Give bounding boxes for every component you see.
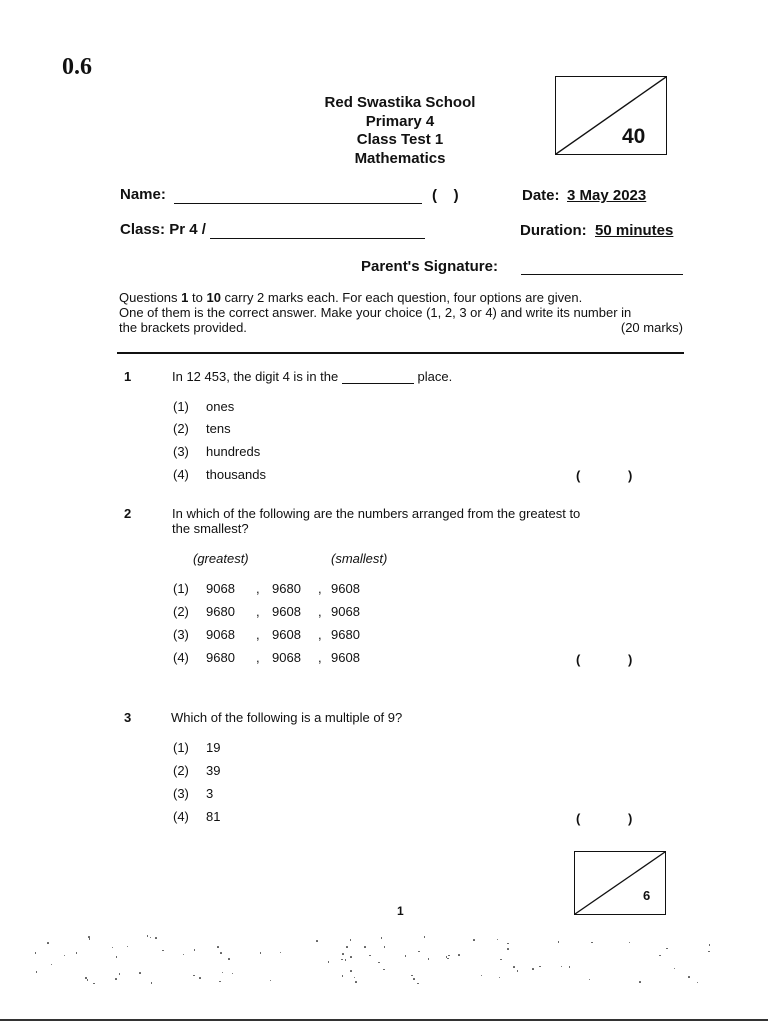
speckle	[424, 936, 426, 938]
speckle	[355, 981, 357, 983]
class-label: Class: Pr 4 /	[120, 221, 206, 238]
question-3-number: 3	[124, 710, 132, 725]
speckle	[688, 976, 690, 978]
speckle	[418, 951, 420, 953]
speckle	[384, 946, 386, 948]
speckle	[36, 971, 38, 973]
speckle	[346, 946, 348, 948]
speckle	[183, 954, 185, 956]
signature-label: Parent's Signature:	[361, 258, 498, 275]
index-bracket[interactable]: ( )	[432, 187, 459, 204]
speckle	[378, 962, 380, 964]
question-2-text: In which of the following are the numbers arranged from the greatest to the smallest?	[172, 506, 581, 536]
instructions-line-3: the brackets provided. (20 marks)	[119, 320, 683, 335]
q3-option-3: 3	[206, 786, 214, 801]
q2-option-4-b: 9068	[272, 650, 301, 665]
column-smallest: (smallest)	[331, 551, 388, 566]
q3-option-1: 19	[206, 740, 221, 755]
q2-option-1-num: (1)	[173, 581, 189, 596]
speckle	[558, 941, 560, 943]
speckle	[87, 979, 89, 981]
speckle	[260, 952, 262, 954]
speckle	[88, 936, 90, 938]
q2-option-3-b: 9608	[272, 627, 301, 642]
speckle	[674, 968, 676, 970]
school-name: Red Swastika School	[324, 94, 476, 111]
speckle	[411, 975, 413, 977]
speckle	[639, 981, 641, 983]
q1-option-2: tens	[206, 421, 231, 436]
speckle	[232, 973, 234, 975]
speckle	[517, 970, 519, 972]
speckle	[217, 946, 219, 948]
date-label: Date:	[522, 187, 560, 204]
q2-option-4-c: 9608	[331, 650, 360, 665]
speckle	[497, 939, 499, 941]
speckle	[150, 937, 152, 939]
q1-option-4-num: (4)	[173, 467, 189, 482]
speckle	[481, 975, 483, 977]
level: Primary 4	[365, 112, 435, 130]
q2-option-1-b: 9680	[272, 581, 301, 596]
q3-option-2-num: (2)	[173, 763, 189, 778]
speckle	[381, 937, 383, 939]
speckle	[270, 980, 272, 982]
speckle	[219, 981, 221, 983]
speckle	[89, 938, 91, 940]
speckle	[151, 982, 153, 984]
q3-option-2: 39	[206, 763, 221, 778]
speckle	[354, 977, 356, 979]
speckle	[222, 972, 224, 974]
speckle	[194, 949, 196, 951]
q2-option-2-sep-2: ,	[318, 604, 322, 619]
instructions	[119, 290, 683, 335]
speckle	[369, 955, 371, 957]
q2-option-2-a: 9680	[206, 604, 235, 619]
speckle	[342, 975, 344, 977]
duration-value: 50 minutes	[595, 222, 674, 239]
question-1-number: 1	[124, 369, 132, 384]
duration-label: Duration:	[520, 222, 587, 239]
q1-option-1-num: (1)	[173, 399, 189, 414]
speckle	[112, 947, 114, 949]
speckle	[591, 942, 593, 944]
speckle	[428, 958, 430, 960]
instructions-line-1: Questions 1 to 10 carry 2 marks each. For each question, four options are given.	[119, 290, 583, 305]
q2-option-1-sep-1: ,	[256, 581, 260, 596]
q1-option-2-num: (2)	[173, 421, 189, 436]
speckle	[93, 983, 95, 985]
question-1-text: In 12 453, the digit 4 is in the place.	[172, 369, 453, 384]
q2-option-3-num: (3)	[173, 627, 189, 642]
q2-option-2-b: 9608	[272, 604, 301, 619]
q2-option-2-num: (2)	[173, 604, 189, 619]
instructions-line-2: One of them is the correct answer. Make your choice (1, 2, 3 or 4) and write its number in	[119, 305, 632, 320]
speckle	[666, 948, 668, 950]
q2-option-3-sep-2: ,	[318, 627, 322, 642]
q2-option-4-sep-2: ,	[318, 650, 322, 665]
class-field[interactable]	[210, 221, 425, 239]
speckle	[629, 942, 631, 944]
corner-mark: 0.6	[62, 54, 92, 80]
q2-option-2-c: 9068	[331, 604, 360, 619]
speckle	[76, 952, 78, 954]
q2-option-1-c: 9608	[331, 581, 360, 596]
speckle	[447, 958, 449, 960]
speckle	[383, 969, 385, 971]
speckle	[328, 961, 330, 963]
speckle	[697, 982, 699, 984]
speckle	[280, 952, 282, 954]
speckle	[345, 959, 347, 961]
speckle	[51, 964, 53, 966]
speckle	[405, 955, 407, 957]
section-marks: (20 marks)	[620, 320, 683, 335]
speckle	[499, 977, 501, 979]
speckle	[139, 972, 141, 974]
question-3-answer-bracket[interactable]: ( )	[576, 811, 655, 826]
speckle	[341, 959, 343, 961]
question-2-number: 2	[124, 506, 132, 521]
speckle	[115, 978, 117, 980]
q1-option-1: ones	[206, 399, 235, 414]
question-1-blank	[342, 371, 414, 384]
speckle	[350, 970, 352, 972]
speckle	[708, 951, 710, 953]
speckle	[350, 939, 352, 941]
q2-option-4-sep-1: ,	[256, 650, 260, 665]
speckle	[448, 955, 450, 957]
speckle	[35, 952, 37, 954]
speckle	[417, 983, 419, 985]
speckle	[193, 975, 195, 977]
q1-option-3: hundreds	[206, 444, 261, 459]
signature-field[interactable]	[521, 257, 683, 275]
name-label: Name:	[120, 186, 166, 203]
speckle	[228, 958, 230, 960]
speckle	[709, 944, 711, 946]
speckle	[458, 954, 460, 956]
q2-option-1-sep-2: ,	[318, 581, 322, 596]
column-greatest: (greatest)	[193, 551, 249, 566]
subject: Mathematics	[354, 149, 446, 167]
marks-diagonal	[556, 77, 666, 154]
speckle	[127, 946, 129, 948]
speckle	[199, 977, 201, 979]
speckle	[589, 979, 591, 981]
speckle	[364, 946, 366, 948]
date-value: 3 May 2023	[567, 187, 647, 204]
q1-option-3-num: (3)	[173, 444, 189, 459]
speckle	[507, 943, 509, 945]
speckle	[64, 955, 66, 957]
speckle	[569, 966, 571, 968]
question-1-answer-bracket[interactable]: ( )	[576, 468, 655, 483]
q2-option-3-c: 9680	[331, 627, 360, 642]
q3-option-4: 81	[206, 809, 221, 824]
q3-option-1-num: (1)	[173, 740, 189, 755]
speckle	[532, 968, 534, 970]
name-field[interactable]	[174, 186, 422, 204]
page-marks-diagonal	[575, 852, 665, 914]
question-3-text: Which of the following is a multiple of 9?	[171, 710, 403, 725]
speckle	[500, 959, 502, 961]
speckle	[119, 973, 121, 975]
speckle	[561, 966, 563, 968]
q2-option-3-a: 9068	[206, 627, 235, 642]
speckle	[162, 950, 164, 952]
speckle	[116, 956, 118, 958]
speckle	[155, 937, 157, 939]
page-marks-box	[574, 851, 666, 915]
q1-option-4: thousands	[206, 467, 266, 482]
q2-option-3-sep-1: ,	[256, 627, 260, 642]
speckle	[513, 966, 515, 968]
speckle	[539, 966, 541, 968]
speckle	[147, 935, 149, 937]
divider	[117, 352, 684, 354]
school-header	[300, 94, 500, 168]
speckle	[507, 948, 509, 950]
q3-option-4-num: (4)	[173, 809, 189, 824]
page-number: 1	[397, 904, 404, 918]
speckle	[413, 978, 415, 980]
q3-option-3-num: (3)	[173, 786, 189, 801]
q2-option-4-num: (4)	[173, 650, 189, 665]
test-name: Class Test 1	[356, 131, 444, 148]
question-2-answer-bracket[interactable]: ( )	[576, 652, 655, 667]
speckle	[659, 955, 661, 957]
q2-option-4-a: 9680	[206, 650, 235, 665]
q2-option-1-a: 9068	[206, 581, 235, 596]
speckle	[220, 952, 222, 954]
page-marks: 6	[643, 888, 651, 903]
speckle	[350, 956, 352, 958]
total-marks: 40	[622, 125, 646, 148]
speckle	[342, 953, 344, 955]
scan-edge	[0, 1019, 768, 1021]
speckle	[316, 940, 318, 942]
speckle	[473, 939, 475, 941]
total-marks-box	[555, 76, 667, 155]
q2-option-2-sep-1: ,	[256, 604, 260, 619]
speckle	[47, 942, 49, 944]
